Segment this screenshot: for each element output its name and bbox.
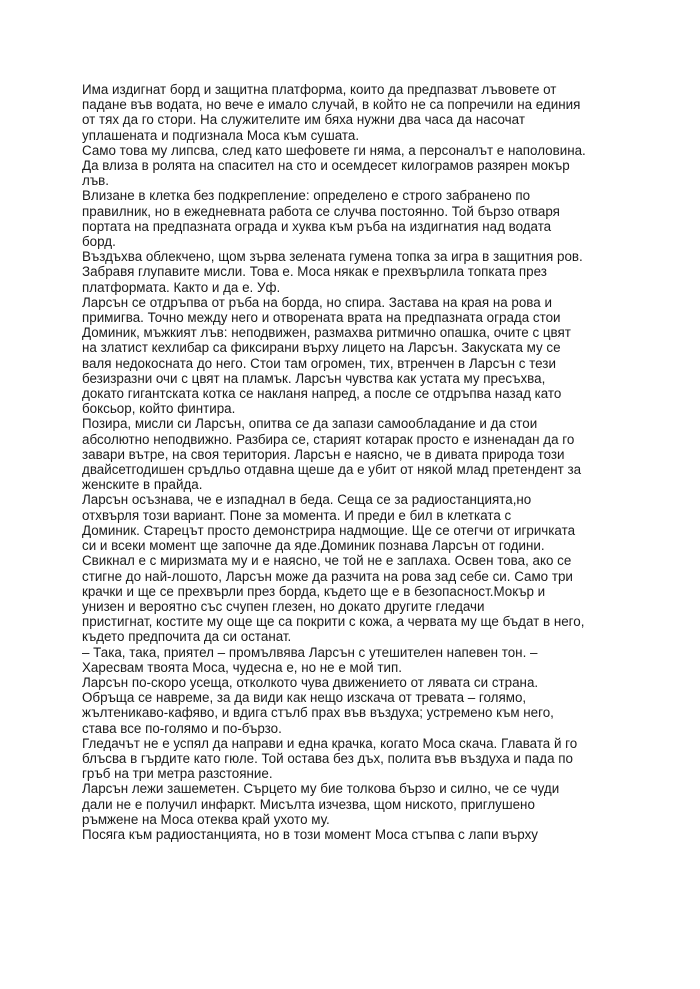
paragraph-3: Влизане в клетка без подкрепление: определено е строго забранено по правилник, но в ежедневната работа се случва постоянно. Той бързо отваря портата на предпазната ограда и хуква към ръба на издигнатия над водата борд. bbox=[82, 188, 560, 250]
paragraph-4: Въздъхва облекчено, щом зърва зелената гумена топка за игра в защитния ров. Забравя глупавите мисли. Това е. Моса някак е прехвърлила топката през платформата. Както и да е. Уф. bbox=[82, 249, 583, 295]
paragraph-12: Посяга към радиостанцията, но в този момент Моса стъпва с лапи върху bbox=[82, 826, 538, 842]
paragraph-6: Позира, мисли си Ларсън, опитва се да запази самообладание и да стои абсолютно неподвижно. Разбира се, старият котарак просто е изненадан да го завари вътре, на своя територия. Ларсън е наясно, че в дивата природа този двайсетгодишен сръдльо отдавна щеше да е убит от някой млад претендент за женските в прайда. bbox=[82, 416, 582, 493]
paragraph-2: Само това му липсва, след като шефовете ги няма, а персоналът е наполовина. Да влиза в ролята на спасител на сто и осемдесет килограмов разярен мокър лъв. bbox=[82, 142, 586, 189]
paragraph-1: Има издигнат борд и защитна платформа, които да предпазват лъвовете от падане във водата, но вече е имало случай, в който не са попречили на единия от тях да го стори. На служителите им бяха нужни два часа да насочат уплашената и подгизнала Моса към сушата. bbox=[82, 82, 581, 143]
paragraph-5: Ларсън се отдръпва от ръба на борда, но спира. Застава на края на рова и примигва. Точно между него и отворената врата на предпазната ограда стои Доминик, мъжкият лъв: неподвижен, размахва ритмично опашка, очите с цвят на златист кехлибар са фиксирани върху лицето на Ларсън. Закуската му се валя недокосната до него. Стои там огромен, тих, втренчен в Ларсън с тези безизразни очи с цвят на пламък. Ларсън чувства как устата му пресъхва, докато гигантската котка се накланя напред, а после се отдръпва назад като боксьор, който финтира. bbox=[82, 294, 571, 417]
paragraph-7: Ларсън осъзнава, че е изпаднал в беда. Сеща се за радиостанцията,но отхвърля този вариант. Поне за момента. И преди е бил в клетката с Доминик. Старецът просто демонстрира надмощие. Ще се отегчи от игричката си и всеки момент ще започне да яде.Доминик познава Ларсън от години. Свикнал е с миризмата му и е наясно, че той не е заплаха. Освен това, ако се стигне до най-лошото, Ларсън може да разчита на рова зад себе си. Само три крачки и ще се прехвърли през борда, където ще е в безопасност.Мокър и унизен и вероятно със счупен глезен, но докато другите гледачи пристигнат, костите му още ще са покрити с кожа, а червата му ще бъдат в него, където предпочита да си останат. bbox=[82, 492, 585, 645]
paragraph-8: – Така, така, приятел – промълвява Ларсън с утешителен напевен тон. – Харесвам твоята Моса, чудесна е, но не е мой тип. bbox=[82, 644, 538, 675]
paragraph-10: Гледачът не е успял да направи и една крачка, когато Моса скача. Главата й го блъсва в гърдите като гюле. Той остава без дъх, полита във въздуха и пада по гръб на три метра разстояние. bbox=[82, 735, 578, 782]
paragraph-9: Ларсън по-скоро усеща, отколкото чува движението от лявата си страна. Обръща се навреме, за да види как нещо изскача от тревата – голямо, жълтеникаво-кафяво, и вдига стълб прах във въздуха; устремено към него, става все по-голямо и по-бързо. bbox=[82, 674, 554, 736]
paragraph-11: Ларсън лежи зашеметен. Сърцето му бие толкова бързо и силно, че се чуди дали не е получил инфаркт. Мисълта изчезва, щом ниското, приглушено ръмжене на Моса отеква край ухото му. bbox=[82, 781, 560, 827]
